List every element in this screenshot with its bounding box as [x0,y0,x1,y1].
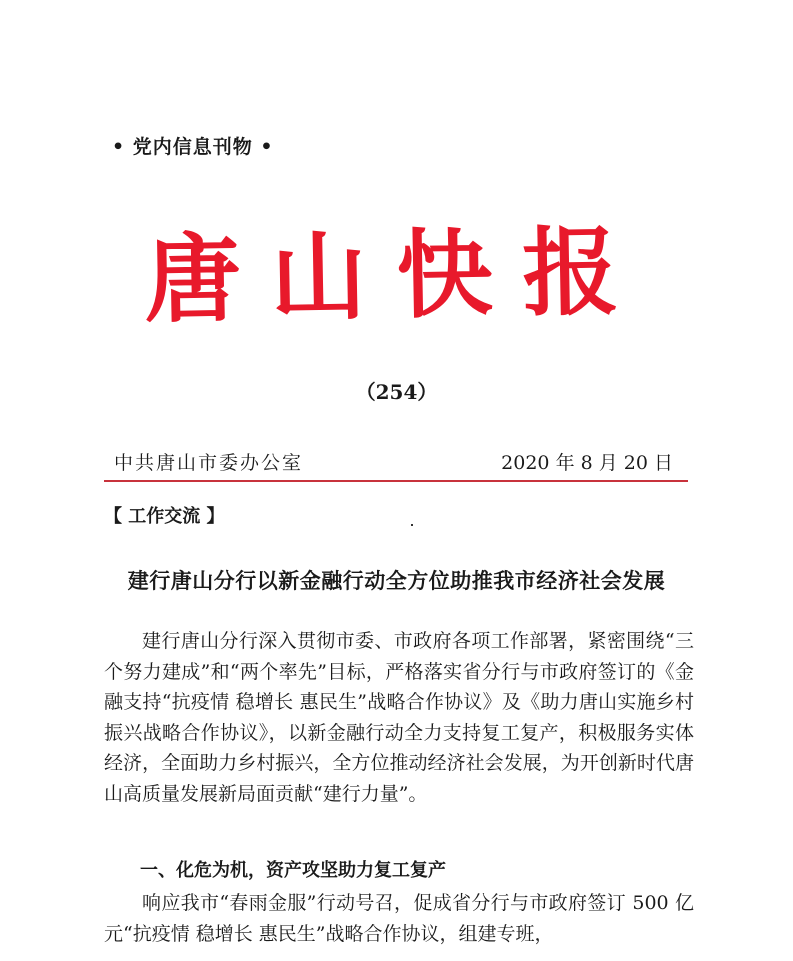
publication-type-label: 党内信息刊物 [132,136,253,158]
article-subheading: 一、化危为机，资产攻坚助力复工复产 [140,860,446,881]
publication-type [112,132,274,159]
section-tag: 【 工作交流 】 [104,506,225,527]
issue-date: 2020 年 8 月 20 日 [501,452,673,474]
article-title: 建行唐山分行以新金融行动全方位助推我市经济社会发展 [127,568,666,593]
article-paragraph: 建行唐山分行深入贯彻市委、市政府各项工作部署，紧密围绕“三个努力建成”和“两个率先”目标，严格落实省分行与市政府签订的《金融支持“抗疫情 稳增长 惠民生”战略合作协议》及《助力唐山实施乡村振兴战略合作协议》，以新金融行动全力支持复工复产，积极服务实体经济，全面助力乡村振兴，全方位推动经济社会发展，为开创新时代唐山高质量发展新局面贡献“建行力量”。 [104,630,694,805]
bullet-left: • [112,136,126,158]
stray-mark [411,524,413,526]
issue-number: （254） [355,380,438,404]
masthead-title: 唐山快报 [143,214,650,337]
article-paragraph: 响应我市“春雨金服”行动号召，促成省分行与市政府签订 500 亿元“抗疫情 稳增长 惠民生”战略合作协议，组建专班， [104,892,694,945]
bullet-right: • [260,136,274,158]
header-divider [104,480,688,482]
issuer-name: 中共唐山市委办公室 [114,452,304,474]
